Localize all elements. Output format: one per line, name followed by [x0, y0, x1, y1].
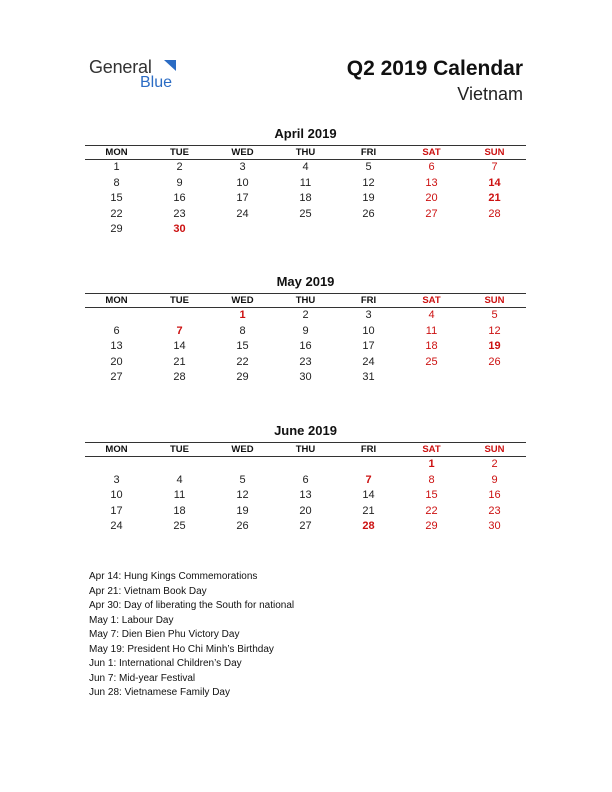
weekday-header: WED: [211, 443, 274, 457]
holiday-item: May 19: President Ho Chi Minh’s Birthday: [89, 643, 274, 655]
day-cell: 25: [425, 355, 438, 368]
week-row: [85, 176, 526, 192]
day-cell: 15: [110, 192, 123, 205]
day-cell: 6: [113, 324, 120, 337]
day-cell: 22: [110, 207, 123, 220]
holiday-item: Jun 28: Vietnamese Family Day: [89, 687, 230, 698]
holiday-list: [89, 570, 294, 701]
day-cell: [400, 222, 463, 238]
day-cell: 26: [236, 520, 249, 533]
day-cell: 16: [488, 489, 501, 502]
day-cell: 28: [362, 520, 375, 533]
weekday-header: WED: [211, 294, 274, 308]
weekday-header: SAT: [400, 294, 463, 308]
holiday-item: Apr 30: Day of liberating the South for national: [89, 600, 295, 611]
day-cell: 25: [299, 207, 312, 220]
logo-text-blue: Blue: [140, 74, 173, 91]
day-cell: 10: [362, 324, 375, 337]
day-cell: 19: [236, 504, 249, 517]
day-cell: [211, 457, 274, 473]
week-row: [85, 339, 526, 355]
day-cell: 29: [110, 223, 123, 236]
week-row: [85, 488, 526, 504]
day-cell: 23: [488, 504, 501, 517]
day-cell: 26: [488, 355, 501, 368]
day-cell: 4: [176, 473, 183, 486]
holiday-item: Apr 14: Hung Kings Commemorations: [89, 571, 258, 582]
day-cell: 13: [299, 489, 312, 502]
day-cell: 2: [176, 161, 183, 173]
day-cell: 1: [428, 458, 435, 470]
day-cell: 2: [302, 309, 309, 321]
day-cell: 10: [236, 176, 249, 189]
month-may: [85, 273, 526, 386]
day-cell: [211, 222, 274, 238]
day-cell: 5: [365, 161, 372, 173]
week-row: [85, 207, 526, 223]
day-cell: 10: [110, 489, 123, 502]
day-cell: 7: [491, 161, 498, 173]
day-cell: 8: [113, 176, 120, 189]
month-title: May 2019: [276, 274, 335, 289]
holiday-item: May 7: Dien Bien Phu Victory Day: [89, 629, 240, 640]
day-cell: 15: [236, 340, 249, 353]
day-cell: [463, 222, 526, 238]
month-april: [85, 125, 526, 238]
day-cell: 8: [428, 473, 435, 486]
day-cell: 23: [173, 207, 186, 220]
day-cell: 24: [110, 520, 123, 533]
day-cell: 3: [239, 161, 246, 173]
day-cell: [274, 457, 337, 473]
day-cell: 19: [488, 340, 501, 353]
week-row: [85, 222, 526, 238]
weekday-header: THU: [274, 294, 337, 308]
day-cell: 30: [488, 520, 501, 533]
day-cell: 19: [362, 192, 375, 205]
day-cell: 1: [113, 161, 120, 173]
day-cell: [85, 457, 148, 473]
day-cell: 31: [362, 371, 375, 384]
day-cell: 20: [110, 355, 123, 368]
day-cell: 24: [236, 207, 249, 220]
day-cell: 28: [488, 207, 501, 220]
weekday-header: FRI: [337, 443, 400, 457]
week-row: [85, 473, 526, 489]
weekday-header: TUE: [148, 443, 211, 457]
week-row: [85, 160, 526, 176]
weekday-header: TUE: [148, 294, 211, 308]
day-cell: 14: [362, 489, 375, 502]
day-cell: 27: [110, 371, 123, 384]
day-cell: 14: [488, 176, 501, 189]
week-row: [85, 457, 526, 473]
day-cell: 13: [425, 176, 438, 189]
month-title: June 2019: [274, 423, 337, 438]
holiday-item: Apr 21: Vietnam Book Day: [89, 585, 207, 597]
day-cell: 11: [173, 489, 186, 502]
weekday-header: MON: [85, 146, 148, 160]
month-title: April 2019: [274, 126, 337, 141]
day-cell: [148, 308, 211, 324]
calendar-table: [85, 145, 526, 238]
day-cell: 21: [362, 504, 375, 517]
day-cell: 18: [299, 192, 312, 205]
day-cell: 20: [299, 504, 312, 517]
day-cell: 27: [425, 207, 438, 220]
logo-text-general: General: [89, 57, 152, 77]
day-cell: 4: [302, 161, 309, 173]
day-cell: 7: [365, 473, 372, 486]
day-cell: 3: [365, 309, 372, 321]
day-cell: 3: [113, 473, 120, 486]
weekday-header: SUN: [463, 146, 526, 160]
day-cell: 25: [173, 520, 186, 533]
calendar-table: [85, 293, 526, 386]
day-cell: [337, 457, 400, 473]
day-cell: 5: [239, 473, 246, 486]
weekday-header: TUE: [148, 146, 211, 160]
day-cell: 21: [488, 192, 501, 205]
day-cell: 4: [428, 309, 435, 321]
day-cell: 2: [491, 458, 498, 470]
holiday-item: Jun 1: International Children’s Day: [89, 658, 242, 669]
weekday-header: THU: [274, 146, 337, 160]
week-row: [85, 324, 526, 340]
week-row: [85, 519, 526, 535]
day-cell: 9: [176, 176, 183, 189]
month-june: [85, 422, 526, 535]
day-cell: [85, 308, 148, 324]
day-cell: [463, 370, 526, 386]
country-name: Vietnam: [457, 84, 523, 104]
day-cell: 6: [302, 473, 309, 486]
day-cell: 9: [491, 473, 498, 486]
generalblue-logo: [89, 55, 199, 95]
day-cell: 17: [362, 340, 375, 353]
weekday-header: SAT: [400, 443, 463, 457]
day-cell: 18: [173, 504, 186, 517]
holiday-item: May 1: Labour Day: [89, 614, 174, 626]
week-row: [85, 308, 526, 324]
weekday-header: MON: [85, 294, 148, 308]
weekday-header: SUN: [463, 294, 526, 308]
logo-triangle-icon: [163, 58, 177, 72]
weekday-header: FRI: [337, 146, 400, 160]
week-row: [85, 191, 526, 207]
page-title: Q2 2019 Calendar: [346, 57, 523, 80]
holiday-item: Jun 7: Mid-year Festival: [89, 672, 196, 684]
week-row: [85, 355, 526, 371]
day-cell: 11: [299, 176, 312, 189]
day-cell: 30: [173, 223, 186, 236]
day-cell: 16: [299, 340, 312, 353]
weekday-header: THU: [274, 443, 337, 457]
week-row: [85, 504, 526, 520]
weekday-header: SUN: [463, 443, 526, 457]
day-cell: 20: [425, 192, 438, 205]
day-cell: [400, 370, 463, 386]
day-cell: 22: [425, 504, 438, 517]
weekday-header: FRI: [337, 294, 400, 308]
week-row: [85, 370, 526, 386]
calendar-table: [85, 442, 526, 535]
day-cell: 12: [488, 324, 501, 337]
day-cell: 6: [428, 161, 435, 173]
day-cell: 30: [299, 371, 312, 384]
weekday-header: WED: [211, 146, 274, 160]
day-cell: 23: [299, 355, 312, 368]
day-cell: 9: [302, 324, 309, 337]
day-cell: 21: [173, 355, 186, 368]
day-cell: [274, 222, 337, 238]
day-cell: 7: [176, 324, 183, 337]
day-cell: 24: [362, 355, 375, 368]
day-cell: 16: [173, 192, 186, 205]
day-cell: 13: [110, 340, 123, 353]
day-cell: 22: [236, 355, 249, 368]
day-cell: 14: [173, 340, 186, 353]
day-cell: 17: [236, 192, 249, 205]
day-cell: 11: [425, 324, 438, 337]
weekday-header: SAT: [400, 146, 463, 160]
day-cell: 29: [236, 371, 249, 384]
day-cell: [148, 457, 211, 473]
day-cell: 27: [299, 520, 312, 533]
day-cell: 26: [362, 207, 375, 220]
day-cell: 5: [491, 309, 498, 321]
day-cell: 29: [425, 520, 438, 533]
day-cell: 18: [425, 340, 438, 353]
day-cell: 1: [239, 309, 246, 321]
weekday-header: MON: [85, 443, 148, 457]
day-cell: 17: [110, 504, 123, 517]
day-cell: 8: [239, 324, 246, 337]
day-cell: 12: [236, 489, 249, 502]
day-cell: 12: [362, 176, 375, 189]
day-cell: [337, 222, 400, 238]
day-cell: 15: [425, 489, 438, 502]
day-cell: 28: [173, 371, 186, 384]
